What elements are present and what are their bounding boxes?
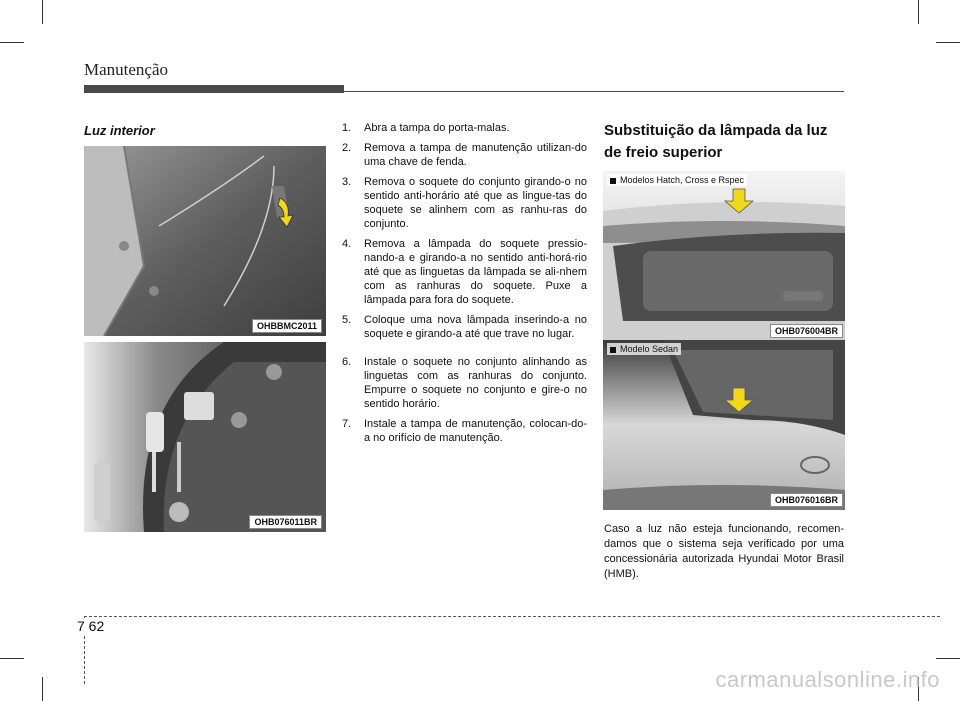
- step-text: Coloque uma nova lâmpada inserindo-a no soquete e girando-a até que trave no lugar.: [364, 314, 587, 340]
- step-number: 5.: [342, 314, 352, 326]
- photo-sedan-rear: [603, 340, 845, 510]
- photo-code: OHB076016BR: [770, 493, 843, 507]
- crop-mark: [936, 42, 960, 43]
- section-title-interior-light: Luz interior: [84, 123, 155, 138]
- crop-mark: [0, 658, 24, 659]
- service-note: Caso a luz não esteja funcionando, recomen-damos que o sistema seja verificado por uma concessionária autorizada Hyundai Motor Brasil (HMB).: [604, 523, 844, 580]
- step-text: Instale o soquete no conjunto alinhando as linguetas com as ranhuras do conjunto. Empurre o soquete no conjunto e gire-o no sentido horário.: [364, 356, 587, 410]
- step-number: 3.: [342, 176, 352, 188]
- step-item: [342, 355, 587, 411]
- crop-mark: [42, 677, 43, 701]
- crop-mark: [936, 658, 960, 659]
- step-text: Instale a tampa de manutenção, colocan-do-a no orifício de manutenção.: [364, 418, 587, 444]
- photo-code: OHB076011BR: [249, 515, 322, 529]
- step-text: Abra a tampa do porta-malas.: [364, 122, 510, 134]
- footer-dashed-rule: [84, 616, 940, 617]
- step-item: [342, 417, 587, 445]
- page-number: 7 62: [77, 618, 105, 634]
- step-number: 4.: [342, 238, 352, 250]
- step-text: Remova a lâmpada do soquete pressio-nando-a e girando-a no sentido anti-horá-rio até que as linguetas da lâmpada se ali-nhem com as ranhuras do soquete. Puxe a lâmpada para fora do soquete.: [364, 238, 587, 306]
- step-number: 7.: [342, 418, 352, 430]
- step-item: [342, 141, 587, 169]
- step-number: 1.: [342, 122, 352, 134]
- photo-hatch-rear: [603, 171, 845, 341]
- chapter-title: Manutenção: [84, 60, 169, 79]
- crop-mark: [42, 0, 43, 24]
- photo-trunk-lid: [84, 146, 326, 336]
- photo-code: OHBBMC2011: [252, 319, 322, 333]
- step-item: [342, 237, 587, 307]
- step-item: [342, 313, 587, 341]
- step-item: [342, 121, 587, 135]
- step-text: Remova a tampa de manutenção utilizan-do uma chave de fenda.: [364, 142, 587, 168]
- model-label-sedan: Modelo Sedan: [607, 343, 681, 355]
- step-number: 2.: [342, 142, 352, 154]
- photo-bulb-socket: [84, 342, 326, 532]
- watermark: carmanualsonline.info: [715, 667, 940, 692]
- crop-mark: [0, 42, 24, 43]
- crop-mark: [918, 0, 919, 24]
- step-item: [342, 175, 587, 231]
- step-number: 6.: [342, 356, 352, 368]
- header-rule: [84, 91, 844, 92]
- photo-code: OHB076004BR: [770, 324, 843, 338]
- procedure-steps: [342, 121, 587, 451]
- model-label-hatch: Modelos Hatch, Cross e Rspec: [607, 174, 747, 186]
- step-text: Remova o soquete do conjunto girando-o no sentido anti-horário até que as lingue-tas do soquete se alinhem com as ranhu-ras do conjunto.: [364, 176, 587, 230]
- section-title-brake-light: Substituição da lâmpada da luz de freio superior: [604, 122, 828, 161]
